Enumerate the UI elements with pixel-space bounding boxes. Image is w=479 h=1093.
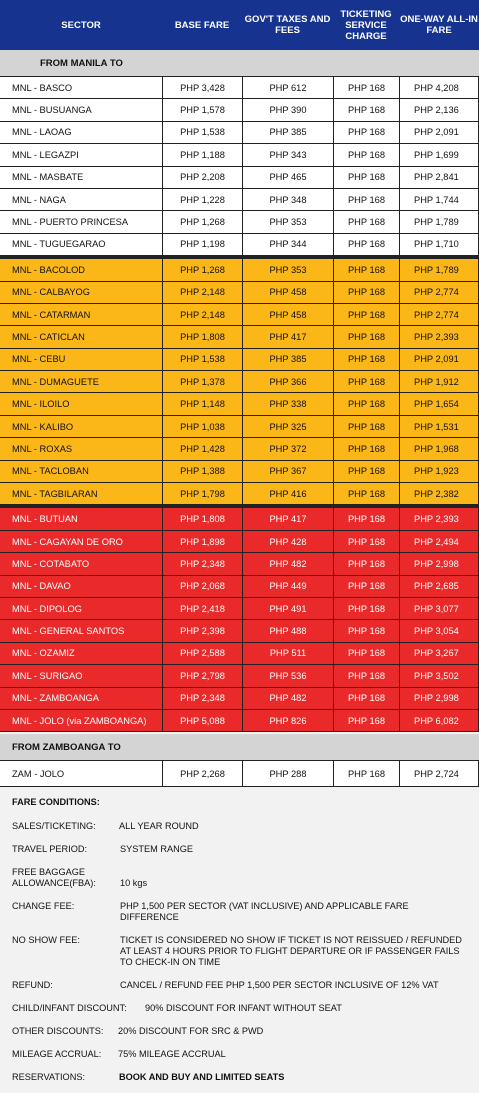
table-row	[0, 259, 479, 281]
cell-sector: MNL - PUERTO PRINCESA	[12, 217, 129, 228]
condition-value: PHP 1,500 PER SECTOR (VAT INCLUSIVE) AND APPLICABLE FARE DIFFERENCE	[120, 901, 409, 923]
cell-taxes: PHP 511	[242, 643, 333, 664]
condition-value: CANCEL / REFUND FEE PHP 1,500 PER SECTOR INCLUSIVE OF 12% VAT	[120, 980, 439, 991]
cell-service-charge: PHP 168	[333, 189, 399, 210]
section-label-zamboanga: FROM ZAMBOANGA TO	[0, 734, 479, 760]
cell-sector: MNL - CAGAYAN DE ORO	[12, 536, 123, 547]
cell-taxes: PHP 288	[242, 761, 333, 786]
cell-base-fare: PHP 2,068	[162, 576, 242, 597]
condition-item	[12, 901, 467, 923]
cell-taxes: PHP 488	[242, 620, 333, 641]
cell-sector: MNL - LAOAG	[12, 127, 72, 138]
cell-service-charge: PHP 168	[333, 461, 399, 482]
cell-sector: MNL - JOLO (via ZAMBOANGA)	[12, 715, 147, 726]
cell-base-fare: PHP 2,148	[162, 304, 242, 325]
cell-base-fare: PHP 2,798	[162, 665, 242, 686]
cell-all-in-fare: PHP 2,382	[399, 483, 479, 504]
cell-base-fare: PHP 1,148	[162, 393, 242, 414]
cell-taxes: PHP 343	[242, 144, 333, 165]
cell-service-charge: PHP 168	[333, 99, 399, 120]
cell-all-in-fare: PHP 3,054	[399, 620, 479, 641]
cell-sector: MNL - CATARMAN	[12, 309, 91, 320]
table-row	[0, 553, 479, 575]
cell-sector: MNL - CEBU	[12, 354, 66, 365]
cell-taxes: PHP 612	[242, 77, 333, 98]
cell-base-fare: PHP 2,348	[162, 688, 242, 709]
cell-sector: MNL - SURIGAO	[12, 670, 83, 681]
fare-conditions	[0, 787, 479, 1083]
cell-taxes: PHP 465	[242, 167, 333, 188]
cell-all-in-fare: PHP 2,393	[399, 326, 479, 347]
table-row	[0, 483, 479, 505]
cell-taxes: PHP 338	[242, 393, 333, 414]
cell-taxes: PHP 325	[242, 416, 333, 437]
col-base-fare: BASE FARE	[174, 19, 230, 31]
cell-sector: MNL - DUMAGUETE	[12, 376, 99, 387]
cell-base-fare: PHP 1,198	[162, 234, 242, 255]
cell-taxes: PHP 458	[242, 304, 333, 325]
table-row	[0, 643, 479, 665]
cell-sector: MNL - CATICLAN	[12, 331, 85, 342]
cell-all-in-fare: PHP 2,494	[399, 531, 479, 552]
conditions-list	[12, 821, 467, 1083]
cell-sector: MNL - TAGBILARAN	[12, 488, 98, 499]
cell-service-charge: PHP 168	[333, 576, 399, 597]
table-row	[0, 508, 479, 530]
cell-all-in-fare: PHP 2,685	[399, 576, 479, 597]
condition-value: 20% DISCOUNT FOR SRC & PWD	[118, 1026, 264, 1037]
cell-taxes: PHP 353	[242, 259, 333, 280]
cell-sector: MNL - CALBAYOG	[12, 287, 91, 298]
cell-taxes: PHP 449	[242, 576, 333, 597]
table-row	[0, 77, 479, 99]
cell-all-in-fare: PHP 1,923	[399, 461, 479, 482]
cell-service-charge: PHP 168	[333, 438, 399, 459]
cell-sector: MNL - GENERAL SANTOS	[12, 626, 125, 637]
cell-all-in-fare: PHP 1,531	[399, 416, 479, 437]
cell-sector: MNL - COTABATO	[12, 558, 90, 569]
cell-service-charge: PHP 168	[333, 234, 399, 255]
section-label-manila: FROM MANILA TO	[0, 50, 479, 76]
cell-all-in-fare: PHP 3,502	[399, 665, 479, 686]
cell-service-charge: PHP 168	[333, 553, 399, 574]
cell-taxes: PHP 366	[242, 371, 333, 392]
table-row	[0, 598, 479, 620]
cell-base-fare: PHP 3,428	[162, 77, 242, 98]
cell-taxes: PHP 344	[242, 234, 333, 255]
cell-all-in-fare: PHP 1,699	[399, 144, 479, 165]
cell-base-fare: PHP 2,398	[162, 620, 242, 641]
cell-taxes: PHP 353	[242, 211, 333, 232]
cell-service-charge: PHP 168	[333, 211, 399, 232]
cell-all-in-fare: PHP 1,654	[399, 393, 479, 414]
table-header	[0, 0, 479, 50]
table-row	[0, 416, 479, 438]
table-row	[0, 688, 479, 710]
conditions-title: FARE CONDITIONS:	[12, 797, 100, 808]
cell-service-charge: PHP 168	[333, 167, 399, 188]
cell-taxes: PHP 826	[242, 710, 333, 731]
cell-all-in-fare: PHP 1,968	[399, 438, 479, 459]
col-service-charge: TICKETING SERVICE CHARGE	[340, 8, 392, 42]
cell-sector: MNL - NAGA	[12, 194, 66, 205]
table-row	[0, 349, 479, 371]
cell-base-fare: PHP 1,798	[162, 483, 242, 504]
cell-sector: MNL - OZAMIZ	[12, 648, 75, 659]
table-row	[0, 304, 479, 326]
cell-taxes: PHP 491	[242, 598, 333, 619]
cell-service-charge: PHP 168	[333, 371, 399, 392]
cell-all-in-fare: PHP 3,267	[399, 643, 479, 664]
cell-base-fare: PHP 1,428	[162, 438, 242, 459]
cell-base-fare: PHP 1,228	[162, 189, 242, 210]
cell-all-in-fare: PHP 6,082	[399, 710, 479, 731]
cell-sector: MNL - KALIBO	[12, 421, 74, 432]
cell-service-charge: PHP 168	[333, 643, 399, 664]
cell-sector: MNL - LEGAZPI	[12, 149, 79, 160]
cell-service-charge: PHP 168	[333, 761, 399, 786]
cell-all-in-fare: PHP 2,091	[399, 349, 479, 370]
condition-value: 90% DISCOUNT FOR INFANT WITHOUT SEAT	[145, 1003, 342, 1014]
cell-base-fare: PHP 2,208	[162, 167, 242, 188]
cell-sector: MNL - ROXAS	[12, 443, 73, 454]
cell-taxes: PHP 416	[242, 483, 333, 504]
cell-sector: ZAM - JOLO	[12, 768, 65, 779]
cell-base-fare: PHP 2,418	[162, 598, 242, 619]
cell-base-fare: PHP 2,148	[162, 282, 242, 303]
table-row	[0, 438, 479, 460]
table-row	[0, 531, 479, 553]
cell-service-charge: PHP 168	[333, 259, 399, 280]
table-row	[0, 576, 479, 598]
cell-taxes: PHP 482	[242, 553, 333, 574]
cell-all-in-fare: PHP 2,841	[399, 167, 479, 188]
cell-all-in-fare: PHP 2,774	[399, 304, 479, 325]
table-row	[0, 99, 479, 121]
route-group-zamboanga	[0, 760, 479, 787]
cell-all-in-fare: PHP 1,912	[399, 371, 479, 392]
cell-base-fare: PHP 1,808	[162, 508, 242, 529]
cell-service-charge: PHP 168	[333, 508, 399, 529]
cell-taxes: PHP 536	[242, 665, 333, 686]
cell-sector: MNL - ILOILO	[12, 399, 70, 410]
cell-taxes: PHP 385	[242, 349, 333, 370]
table-row	[0, 234, 479, 256]
cell-taxes: PHP 348	[242, 189, 333, 210]
cell-taxes: PHP 372	[242, 438, 333, 459]
cell-taxes: PHP 385	[242, 122, 333, 143]
condition-label: NO SHOW FEE:	[12, 935, 80, 946]
cell-service-charge: PHP 168	[333, 688, 399, 709]
cell-all-in-fare: PHP 2,998	[399, 553, 479, 574]
cell-service-charge: PHP 168	[333, 144, 399, 165]
table-row	[0, 371, 479, 393]
cell-service-charge: PHP 168	[333, 349, 399, 370]
cell-all-in-fare: PHP 3,077	[399, 598, 479, 619]
cell-taxes: PHP 428	[242, 531, 333, 552]
cell-service-charge: PHP 168	[333, 326, 399, 347]
cell-sector: MNL - ZAMBOANGA	[12, 693, 99, 704]
cell-base-fare: PHP 1,578	[162, 99, 242, 120]
cell-all-in-fare: PHP 2,774	[399, 282, 479, 303]
route-group-yellow	[0, 258, 479, 505]
condition-label: CHANGE FEE:	[12, 901, 75, 912]
cell-sector: MNL - DIPOLOG	[12, 603, 82, 614]
cell-all-in-fare: PHP 2,136	[399, 99, 479, 120]
cell-taxes: PHP 390	[242, 99, 333, 120]
table-row	[0, 122, 479, 144]
cell-service-charge: PHP 168	[333, 282, 399, 303]
cell-base-fare: PHP 2,348	[162, 553, 242, 574]
cell-sector: MNL - MASBATE	[12, 172, 84, 183]
route-group-white	[0, 76, 479, 256]
table-row	[0, 461, 479, 483]
table-row	[0, 761, 479, 787]
cell-all-in-fare: PHP 1,710	[399, 234, 479, 255]
cell-taxes: PHP 482	[242, 688, 333, 709]
condition-item	[12, 935, 467, 968]
condition-value: TICKET IS CONSIDERED NO SHOW IF TICKET IS NOT REISSUED / REFUNDED AT LEAST 4 HOURS PRIOR TO FLIGHT DEPARTURE OR IF PASSENGER FAILS TO CHECK-IN ON TIME	[120, 935, 462, 968]
condition-item	[12, 867, 467, 889]
cell-all-in-fare: PHP 2,393	[399, 508, 479, 529]
table-row	[0, 710, 479, 732]
cell-sector: MNL - BUTUAN	[12, 514, 78, 525]
cell-service-charge: PHP 168	[333, 620, 399, 641]
condition-item	[12, 821, 467, 832]
col-taxes: GOV'T TAXES AND FEES	[244, 14, 331, 36]
condition-label: CHILD/INFANT DISCOUNT:	[12, 1003, 127, 1014]
table-row	[0, 620, 479, 642]
condition-label: OTHER DISCOUNTS:	[12, 1026, 104, 1037]
cell-taxes: PHP 417	[242, 508, 333, 529]
table-row	[0, 282, 479, 304]
cell-base-fare: PHP 1,268	[162, 259, 242, 280]
cell-base-fare: PHP 1,378	[162, 371, 242, 392]
condition-label: FREE BAGGAGE ALLOWANCE(FBA):	[12, 867, 96, 889]
cell-all-in-fare: PHP 2,724	[399, 761, 479, 786]
condition-item	[12, 1003, 467, 1014]
cell-sector: MNL - TACLOBAN	[12, 466, 89, 477]
cell-all-in-fare: PHP 2,091	[399, 122, 479, 143]
cell-base-fare: PHP 5,088	[162, 710, 242, 731]
cell-base-fare: PHP 1,538	[162, 122, 242, 143]
cell-service-charge: PHP 168	[333, 710, 399, 731]
cell-taxes: PHP 367	[242, 461, 333, 482]
table-row	[0, 211, 479, 233]
cell-service-charge: PHP 168	[333, 665, 399, 686]
condition-item	[12, 1026, 467, 1037]
condition-item	[12, 1049, 467, 1060]
cell-sector: MNL - BASCO	[12, 82, 73, 93]
cell-service-charge: PHP 168	[333, 304, 399, 325]
cell-sector: MNL - BACOLOD	[12, 264, 86, 275]
cell-service-charge: PHP 168	[333, 531, 399, 552]
cell-service-charge: PHP 168	[333, 122, 399, 143]
cell-base-fare: PHP 1,388	[162, 461, 242, 482]
cell-service-charge: PHP 168	[333, 598, 399, 619]
condition-label: TRAVEL PERIOD:	[12, 844, 88, 855]
cell-all-in-fare: PHP 1,789	[399, 211, 479, 232]
cell-base-fare: PHP 2,268	[162, 761, 242, 786]
condition-label: MILEAGE ACCRUAL:	[12, 1049, 102, 1060]
col-all-in-fare: ONE-WAY ALL-IN FARE	[400, 14, 478, 36]
cell-taxes: PHP 417	[242, 326, 333, 347]
cell-base-fare: PHP 1,538	[162, 349, 242, 370]
condition-label: SALES/TICKETING:	[12, 821, 96, 832]
table-row	[0, 144, 479, 166]
cell-service-charge: PHP 168	[333, 393, 399, 414]
table-row	[0, 393, 479, 415]
table-row	[0, 326, 479, 348]
cell-taxes: PHP 458	[242, 282, 333, 303]
cell-service-charge: PHP 168	[333, 416, 399, 437]
table-row	[0, 665, 479, 687]
cell-base-fare: PHP 1,898	[162, 531, 242, 552]
condition-value: 75% MILEAGE ACCRUAL	[118, 1049, 226, 1060]
condition-label: RESERVATIONS:	[12, 1072, 86, 1083]
cell-base-fare: PHP 2,588	[162, 643, 242, 664]
cell-all-in-fare: PHP 1,744	[399, 189, 479, 210]
cell-sector: MNL - TUGUEGARAO	[12, 239, 106, 250]
condition-value: ALL YEAR ROUND	[119, 821, 199, 832]
condition-item	[12, 1072, 467, 1083]
cell-all-in-fare: PHP 1,789	[399, 259, 479, 280]
table-row	[0, 167, 479, 189]
cell-base-fare: PHP 1,268	[162, 211, 242, 232]
condition-value: BOOK AND BUY AND LIMITED SEATS	[119, 1072, 285, 1083]
cell-sector: MNL - DAVAO	[12, 581, 71, 592]
condition-item	[12, 844, 467, 855]
col-sector: SECTOR	[61, 19, 101, 31]
cell-all-in-fare: PHP 4,208	[399, 77, 479, 98]
condition-label: REFUND:	[12, 980, 53, 991]
cell-service-charge: PHP 168	[333, 483, 399, 504]
route-group-red	[0, 507, 479, 732]
table-row	[0, 189, 479, 211]
cell-sector: MNL - BUSUANGA	[12, 105, 92, 116]
cell-base-fare: PHP 1,188	[162, 144, 242, 165]
condition-value: 10 kgs	[120, 878, 148, 889]
condition-value: SYSTEM RANGE	[120, 844, 194, 855]
cell-base-fare: PHP 1,038	[162, 416, 242, 437]
cell-all-in-fare: PHP 2,998	[399, 688, 479, 709]
cell-service-charge: PHP 168	[333, 77, 399, 98]
condition-item	[12, 980, 467, 991]
cell-base-fare: PHP 1,808	[162, 326, 242, 347]
